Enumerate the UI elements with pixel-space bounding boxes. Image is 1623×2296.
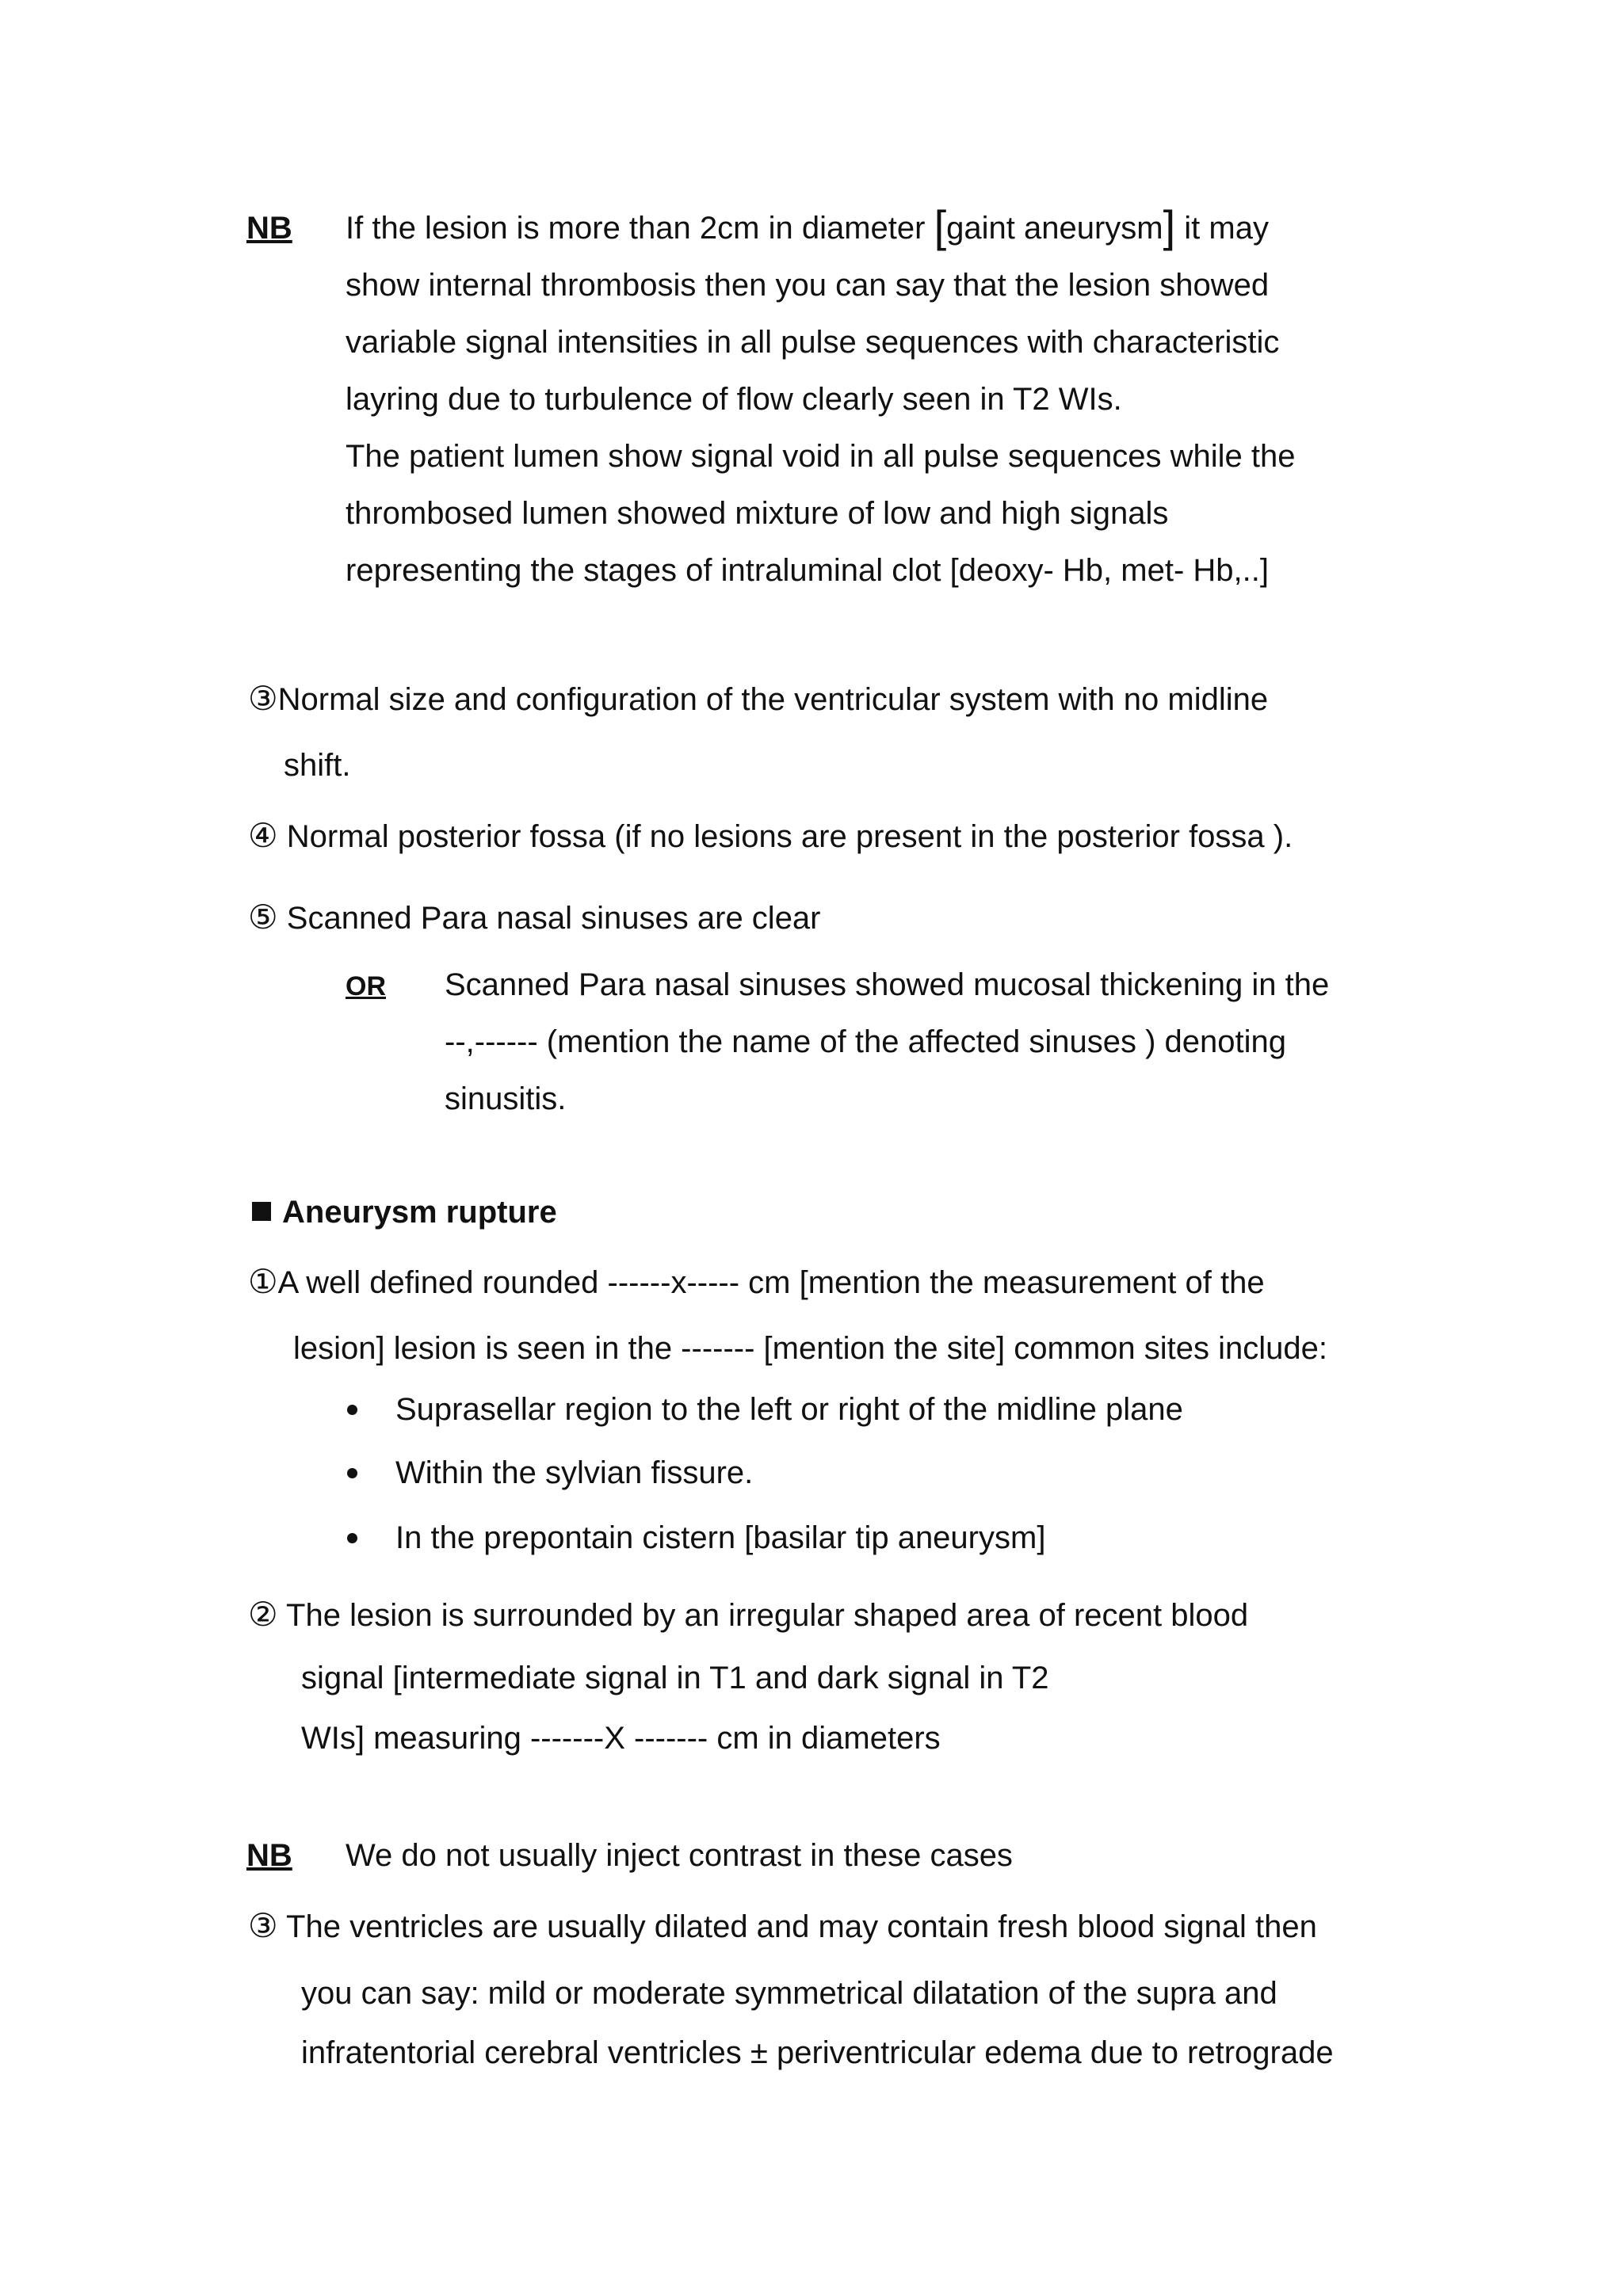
- or-label: OR: [346, 971, 386, 1001]
- rupture-item-2-line-3: WIs] measuring -------X ------- cm in diameters: [301, 1721, 941, 1756]
- nb-line-2: show internal thrombosis then you can say that the lesion showed: [346, 268, 1270, 303]
- nb-line-3: variable signal intensities in all pulse sequences with characteristic: [346, 325, 1280, 360]
- or-line-1: Scanned Para nasal sinuses showed mucosal thickening in the: [445, 967, 1330, 1002]
- rupture-item-3-text: The ventricles are usually dilated and may contain fresh blood signal then: [277, 1909, 1317, 1944]
- bullet-dot-icon: [347, 1533, 357, 1543]
- item-3-text: Normal size and configuration of the ventricular system with no midline: [277, 682, 1269, 717]
- nb-label: NB: [246, 211, 292, 246]
- or-line-2: --,------ (mention the name of the affected sinuses ) denoting: [445, 1024, 1286, 1059]
- nb-label-2: NB: [246, 1838, 292, 1873]
- bullet-dot-icon: [347, 1405, 357, 1415]
- rupture-item-3-line-1: [248, 1907, 1317, 1946]
- rupture-item-3-line-2: you can say: mild or moderate symmetrical dilatation of the supra and: [301, 1976, 1277, 2011]
- circled-number-5: ⑤: [248, 898, 278, 936]
- nb-line-1c: it may: [1175, 211, 1269, 246]
- item-4-line-1: [248, 817, 1293, 856]
- rupture-item-2-text: The lesion is surrounded by an irregular shaped area of recent blood: [277, 1598, 1249, 1633]
- nb-line-1b: gaint aneurysm: [946, 211, 1163, 246]
- circled-number-4: ④: [248, 817, 278, 854]
- nb-line-7: representing the stages of intraluminal clot [deoxy- Hb, met- Hb,..]: [346, 553, 1269, 588]
- item-4-text: Normal posterior fossa (if no lesions are present in the posterior fossa ).: [277, 819, 1293, 854]
- nb-line-1a: If the lesion is more than 2cm in diameter: [346, 211, 934, 246]
- item-5-line-1: [248, 898, 821, 937]
- bullet-item: Within the sylvian fissure.: [395, 1455, 754, 1490]
- bullet-item: Suprasellar region to the left or right of the midline plane: [395, 1392, 1183, 1427]
- circled-number-3: ③: [248, 680, 278, 717]
- nb-line-4: layring due to turbulence of flow clearly seen in T2 WIs.: [346, 382, 1122, 417]
- rupture-item-2-line-2: signal [intermediate signal in T1 and dark signal in T2: [301, 1661, 1049, 1695]
- item-3-line-2: shift.: [284, 748, 351, 783]
- square-bullet-icon: [252, 1202, 271, 1221]
- close-bracket: ]: [1163, 201, 1176, 251]
- circled-number-2: ②: [248, 1596, 278, 1633]
- rupture-item-1-line-1: [248, 1263, 1265, 1302]
- bullet-item: In the prepontain cistern [basilar tip aneurysm]: [395, 1520, 1046, 1555]
- item-3-line-1: [248, 680, 1268, 719]
- nb-2-text: We do not usually inject contrast in these cases: [346, 1838, 1013, 1873]
- rupture-item-3-line-3: infratentorial cerebral ventricles ± periventricular edema due to retrograde: [301, 2035, 1334, 2070]
- or-line-3: sinusitis.: [445, 1081, 567, 1116]
- bullet-dot-icon: [347, 1468, 357, 1478]
- circled-number-3: ③: [248, 1907, 278, 1944]
- rupture-item-1-line-2: lesion] lesion is seen in the ------- [mention the site] common sites include:: [293, 1331, 1327, 1366]
- nb-line-6: thrombosed lumen showed mixture of low and high signals: [346, 496, 1169, 531]
- nb-line-1: [346, 201, 1269, 251]
- heading-text: Aneurysm rupture: [282, 1195, 557, 1230]
- open-bracket: [: [934, 201, 947, 251]
- nb-line-5: The patient lumen show signal void in all pulse sequences while the: [346, 439, 1296, 474]
- rupture-item-1-text: A well defined rounded ------x----- cm [mention the measurement of the: [277, 1265, 1265, 1300]
- section-heading: [252, 1193, 557, 1231]
- item-5-text: Scanned Para nasal sinuses are clear: [277, 901, 821, 936]
- rupture-item-2-line-1: [248, 1596, 1248, 1634]
- circled-number-1: ①: [248, 1263, 278, 1300]
